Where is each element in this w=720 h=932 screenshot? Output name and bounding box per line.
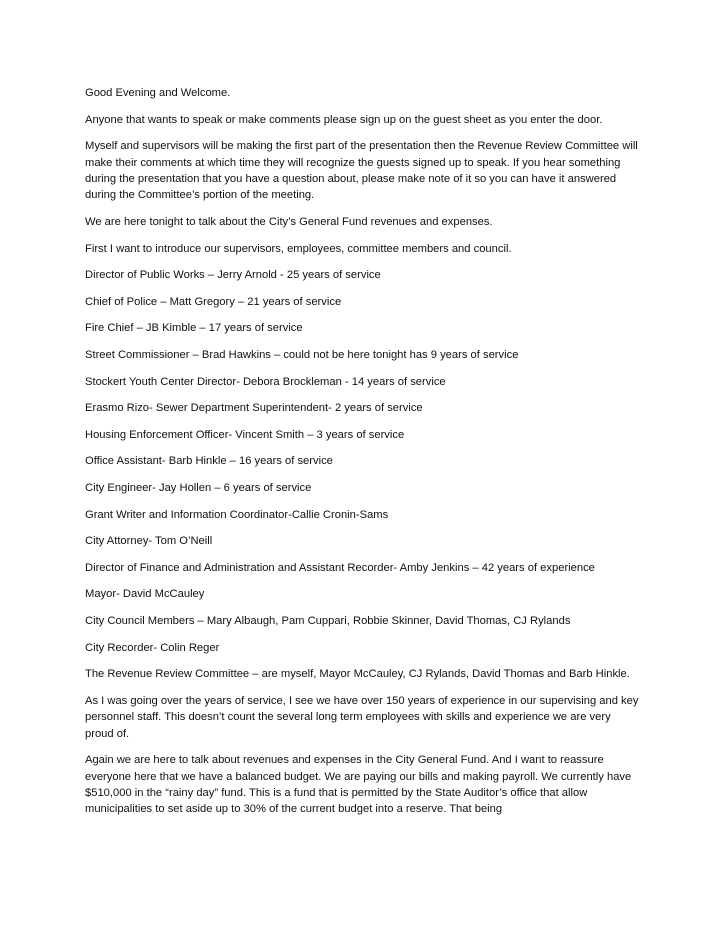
staff-entry-sewer: Erasmo Rizo- Sewer Department Superintendent- 2 years of service <box>85 402 423 415</box>
staff-entry-council: City Council Members – Mary Albaugh, Pam Cuppari, Robbie Skinner, David Thomas, CJ Rylands <box>85 614 571 627</box>
budget-reassurance-paragraph: Again we are here to talk about revenues and expenses in the City General Fund. And I want to reassure everyone here that we have a balanced budget. We are paying our bills and making payroll. We currently have $510,000 in the “rainy day” fund. This is a fund that is permitted by the State Auditor’s office that allow municipalities to set aside up to 30% of the current budget into a reserve. That being <box>85 754 632 816</box>
experience-summary-paragraph: As I was going over the years of service, I see we have over 150 years of experience in our supervising and key personnel staff. This doesn’t count the several long term employees with skills and experience we are very proud of. <box>85 694 639 740</box>
staff-entry-fire: Fire Chief – JB Kimble – 17 years of service <box>85 322 303 335</box>
staff-entry-street: Street Commissioner – Brad Hawkins – could not be here tonight has 9 years of service <box>85 348 519 361</box>
staff-entry-grant-writer: Grant Writer and Information Coordinator-Callie Cronin-Sams <box>85 508 389 521</box>
committee-members-paragraph: The Revenue Review Committee – are myself, Mayor McCauley, CJ Rylands, David Thomas and Barb Hinkle. <box>85 668 630 681</box>
staff-entry-police: Chief of Police – Matt Gregory – 21 years of service <box>85 295 342 308</box>
staff-entry-mayor: Mayor- David McCauley <box>85 588 205 601</box>
staff-entry-finance: Director of Finance and Administration and Assistant Recorder- Amby Jenkins – 42 years of experience <box>85 561 595 574</box>
staff-entry-housing: Housing Enforcement Officer- Vincent Smith – 3 years of service <box>85 428 405 441</box>
document-body <box>85 85 641 828</box>
meeting-purpose-paragraph: We are here tonight to talk about the City’s General Fund revenues and expenses. <box>85 216 493 228</box>
sign-up-instructions-paragraph: Anyone that wants to speak or make comments please sign up on the guest sheet as you enter the door. <box>85 113 603 126</box>
staff-entry-engineer: City Engineer- Jay Hollen – 6 years of service <box>85 481 312 494</box>
presentation-order-paragraph: Myself and supervisors will be making the first part of the presentation then the Revenue Review Committee will make their comments at which time they will recognize the guests signed up to speak. If you hear something during the presentation that you have a question about, please make note of it so you can have it answered during the Committee’s portion of the meeting. <box>85 140 638 202</box>
staff-entry-recorder: City Recorder- Colin Reger <box>85 641 220 654</box>
staff-entry-attorney: City Attorney- Tom O’Neill <box>85 535 213 548</box>
introductions-paragraph: First I want to introduce our supervisors, employees, committee members and council. <box>85 242 512 255</box>
staff-entry-public-works: Director of Public Works – Jerry Arnold - 25 years of service <box>85 269 381 282</box>
staff-entry-office-assistant: Office Assistant- Barb Hinkle – 16 years of service <box>85 455 333 468</box>
greeting-paragraph: Good Evening and Welcome. <box>85 87 231 99</box>
staff-entry-youth-center: Stockert Youth Center Director- Debora Brockleman - 14 years of service <box>85 375 446 388</box>
